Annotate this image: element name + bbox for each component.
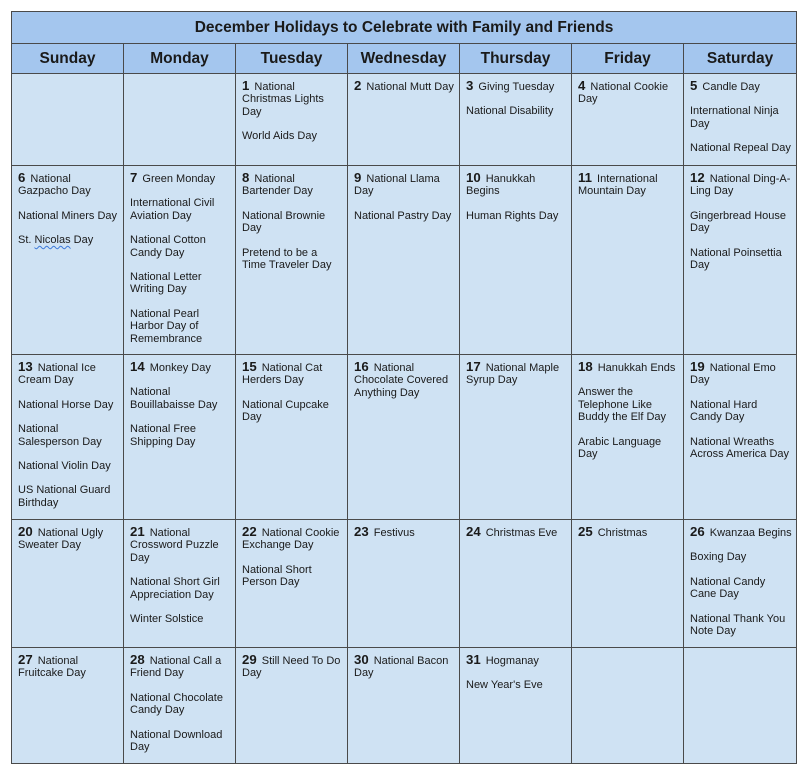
event-text: National Repeal Day — [690, 142, 791, 155]
week-row — [12, 648, 797, 764]
event-text: National Fruitcake Day — [18, 655, 86, 680]
first-event — [578, 172, 679, 198]
event-text: National Bacon Day — [354, 655, 449, 680]
event-text: National Chocolate Candy Day — [130, 691, 223, 717]
empty-day-cell — [572, 648, 684, 764]
first-event — [242, 172, 343, 198]
day-number: 24 — [466, 524, 481, 539]
event-text: National Pastry Day — [354, 209, 452, 222]
first-event — [18, 526, 119, 552]
first-event — [354, 80, 455, 93]
day-number: 23 — [354, 524, 369, 539]
event-item — [690, 436, 792, 461]
day-cell — [572, 520, 684, 648]
event-text: International Mountain Day — [578, 173, 658, 198]
event-text: New Year's Eve — [466, 679, 543, 692]
event-text: National Maple Syrup Day — [466, 362, 560, 387]
event-text: US National Guard Birthday — [18, 484, 111, 509]
event-item — [130, 692, 231, 717]
event-text: Gingerbread House Day — [690, 209, 787, 235]
day-cell — [124, 166, 236, 355]
day-number: 21 — [130, 524, 145, 539]
event-item — [130, 729, 231, 754]
day-cell — [460, 355, 572, 520]
event-text: National Salesperson Day — [18, 423, 102, 448]
event-text: National Emo Day — [690, 362, 776, 387]
first-event — [242, 80, 343, 118]
first-event — [690, 80, 792, 93]
day-cell — [460, 520, 572, 648]
event-text: National Hard Candy Day — [690, 398, 758, 424]
weekday-thursday: Thursday — [460, 44, 572, 74]
day-cell — [348, 166, 460, 355]
first-event — [130, 172, 231, 185]
event-text: National Bartender Day — [242, 173, 313, 198]
event-text: World Aids Day — [242, 130, 317, 143]
week-row — [12, 520, 797, 648]
event-item — [18, 210, 119, 222]
empty-day-cell — [12, 74, 124, 166]
event-item — [242, 247, 343, 272]
event-item — [690, 576, 792, 601]
event-text: National Crossword Puzzle Day — [130, 527, 219, 564]
event-text: National Ice Cream Day — [18, 362, 96, 387]
event-item — [690, 247, 792, 272]
day-cell — [684, 355, 797, 520]
event-item — [130, 197, 231, 222]
day-cell — [348, 648, 460, 764]
day-number: 15 — [242, 359, 257, 374]
first-event — [354, 361, 455, 399]
day-cell — [12, 648, 124, 764]
day-cell — [12, 166, 124, 355]
weekday-monday: Monday — [124, 44, 236, 74]
day-number: 17 — [466, 359, 481, 374]
day-cell — [236, 520, 348, 648]
day-cell — [236, 648, 348, 764]
event-text: National Bouillabaisse Day — [130, 386, 218, 411]
event-text: National Llama Day — [354, 173, 440, 198]
day-cell — [348, 520, 460, 648]
event-text: Kwanzaa Begins — [709, 527, 792, 539]
day-cell — [572, 355, 684, 520]
event-item — [242, 399, 343, 424]
event-item — [690, 105, 792, 130]
event-text: St. Nicolas Day — [18, 234, 94, 247]
event-item — [690, 613, 792, 638]
event-text: National Chocolate Covered Anything Day — [354, 362, 449, 399]
event-text: Festivus — [373, 527, 415, 539]
first-event — [578, 526, 679, 539]
first-event — [466, 361, 567, 387]
day-cell — [460, 74, 572, 166]
first-event — [18, 654, 119, 680]
weekday-header-row — [12, 44, 797, 74]
first-event — [690, 172, 792, 198]
first-event — [354, 526, 455, 539]
week-row — [12, 166, 797, 355]
weekday-sunday: Sunday — [12, 44, 124, 74]
first-event — [18, 361, 119, 387]
day-number: 5 — [690, 78, 698, 93]
first-event — [18, 172, 119, 198]
day-number: 8 — [242, 170, 250, 185]
event-text: National Call a Friend Day — [130, 655, 222, 680]
event-text: National Wreaths Across America Day — [690, 435, 790, 461]
event-item — [18, 423, 119, 448]
event-item — [18, 399, 119, 411]
first-event — [242, 361, 343, 387]
day-number: 3 — [466, 78, 474, 93]
first-event — [130, 654, 231, 680]
event-text: Hogmanay — [485, 655, 539, 667]
first-event — [578, 80, 679, 106]
day-number: 20 — [18, 524, 33, 539]
event-text: Hanukkah Ends — [597, 362, 676, 374]
day-cell — [236, 166, 348, 355]
event-text: Green Monday — [142, 173, 216, 185]
day-cell — [684, 74, 797, 166]
day-number: 10 — [466, 170, 481, 185]
day-number: 25 — [578, 524, 593, 539]
weekday-wednesday: Wednesday — [348, 44, 460, 74]
event-item — [690, 210, 792, 235]
event-text: National Short Girl Appreciation Day — [130, 576, 220, 601]
first-event — [130, 361, 231, 374]
day-cell — [236, 74, 348, 166]
first-event — [690, 361, 792, 387]
event-text: National Violin Day — [18, 460, 111, 473]
event-text: Monkey Day — [149, 362, 211, 374]
event-text: Boxing Day — [690, 551, 747, 564]
calendar-title: December Holidays to Celebrate with Family and Friends — [12, 12, 797, 44]
weekday-tuesday: Tuesday — [236, 44, 348, 74]
event-text: National Free Shipping Day — [130, 423, 197, 448]
event-text: Giving Tuesday — [478, 81, 555, 93]
first-event — [354, 172, 455, 198]
weekday-friday: Friday — [572, 44, 684, 74]
event-text: Christmas Eve — [485, 527, 558, 539]
event-item — [242, 564, 343, 589]
event-text: National Candy Cane Day — [690, 575, 766, 601]
day-cell — [572, 166, 684, 355]
first-event — [466, 172, 567, 198]
holiday-calendar — [11, 11, 797, 764]
day-number: 14 — [130, 359, 145, 374]
event-item — [18, 234, 119, 246]
day-cell — [572, 74, 684, 166]
day-number: 16 — [354, 359, 369, 374]
first-event — [466, 80, 567, 93]
event-text: National Disability — [466, 105, 554, 118]
event-item — [130, 613, 231, 625]
day-number: 19 — [690, 359, 705, 374]
event-item — [354, 210, 455, 222]
event-text: National Short Person Day — [242, 563, 312, 589]
event-item — [130, 576, 231, 601]
event-item — [130, 386, 231, 411]
empty-day-cell — [124, 74, 236, 166]
event-item — [690, 399, 792, 424]
event-text: National Ding-A-Ling Day — [690, 173, 791, 198]
event-text: National Thank You Note Day — [690, 612, 786, 638]
event-item — [130, 234, 231, 259]
day-cell — [124, 355, 236, 520]
day-number: 6 — [18, 170, 26, 185]
first-event — [690, 526, 792, 539]
first-event — [130, 526, 231, 564]
day-cell — [684, 166, 797, 355]
event-text: Hanukkah Begins — [466, 173, 536, 198]
event-text: National Letter Writing Day — [130, 271, 202, 296]
day-cell — [348, 355, 460, 520]
day-number: 30 — [354, 652, 369, 667]
day-number: 13 — [18, 359, 33, 374]
event-text: National Mutt Day — [366, 81, 454, 93]
event-text: Pretend to be a Time Traveler Day — [242, 246, 332, 272]
day-number: 2 — [354, 78, 362, 93]
day-cell — [124, 520, 236, 648]
event-item — [578, 436, 679, 461]
week-row — [12, 74, 797, 166]
day-number: 11 — [578, 170, 592, 185]
event-text: National Horse Day — [18, 398, 114, 411]
event-text: National Cat Herders Day — [242, 362, 323, 387]
day-number: 18 — [578, 359, 593, 374]
first-event — [242, 654, 343, 680]
first-event — [466, 526, 567, 539]
event-text: National Miners Day — [18, 209, 118, 222]
event-text: National Cotton Candy Day — [130, 234, 206, 259]
event-item — [130, 308, 231, 345]
event-text: Still Need To Do Day — [242, 655, 341, 680]
event-item — [242, 130, 343, 142]
spellcheck-underline: Nicolas — [34, 234, 71, 247]
event-text: Christmas — [597, 527, 648, 539]
event-item — [18, 484, 119, 509]
day-cell — [12, 520, 124, 648]
event-item — [466, 679, 567, 691]
day-number: 28 — [130, 652, 145, 667]
event-text: National Pearl Harbor Day of Remembrance — [130, 307, 203, 345]
event-text: National Cupcake Day — [242, 398, 329, 424]
event-text: National Gazpacho Day — [18, 173, 91, 198]
first-event — [578, 361, 679, 374]
event-item — [690, 142, 792, 154]
day-number: 4 — [578, 78, 586, 93]
day-cell — [236, 355, 348, 520]
event-item — [130, 423, 231, 448]
event-text: Human Rights Day — [466, 209, 559, 222]
event-text: International Civil Aviation Day — [130, 197, 215, 222]
day-number: 26 — [690, 524, 705, 539]
event-item — [690, 551, 792, 563]
event-text: National Christmas Lights Day — [242, 81, 324, 118]
event-text: National Ugly Sweater Day — [18, 527, 104, 552]
event-text: National Poinsettia Day — [690, 246, 782, 272]
event-item — [466, 105, 567, 117]
first-event — [354, 654, 455, 680]
event-text: National Cookie Exchange Day — [242, 527, 340, 552]
day-cell — [460, 166, 572, 355]
day-number: 29 — [242, 652, 257, 667]
event-text: Candle Day — [702, 81, 760, 93]
first-event — [242, 526, 343, 552]
day-cell — [684, 520, 797, 648]
event-text: Answer the Telephone Like Buddy the Elf Day — [578, 386, 667, 424]
empty-day-cell — [684, 648, 797, 764]
first-event — [466, 654, 567, 667]
event-item — [242, 210, 343, 235]
day-number: 27 — [18, 652, 33, 667]
event-item — [130, 271, 231, 296]
event-text: National Brownie Day — [242, 209, 326, 235]
day-number: 7 — [130, 170, 138, 185]
day-cell — [348, 74, 460, 166]
weekday-saturday: Saturday — [684, 44, 797, 74]
day-cell — [124, 648, 236, 764]
day-number: 12 — [690, 170, 705, 185]
day-number: 9 — [354, 170, 362, 185]
event-text: Arabic Language Day — [578, 435, 662, 461]
event-text: International Ninja Day — [690, 105, 779, 130]
event-text: National Download Day — [130, 728, 223, 754]
event-text: National Cookie Day — [578, 81, 669, 106]
day-number: 1 — [242, 78, 250, 93]
day-cell — [12, 355, 124, 520]
day-number: 22 — [242, 524, 257, 539]
event-text: Winter Solstice — [130, 613, 204, 626]
event-item — [466, 210, 567, 222]
event-item — [18, 460, 119, 472]
day-number: 31 — [466, 652, 481, 667]
day-cell — [460, 648, 572, 764]
week-row — [12, 355, 797, 520]
event-item — [578, 386, 679, 423]
